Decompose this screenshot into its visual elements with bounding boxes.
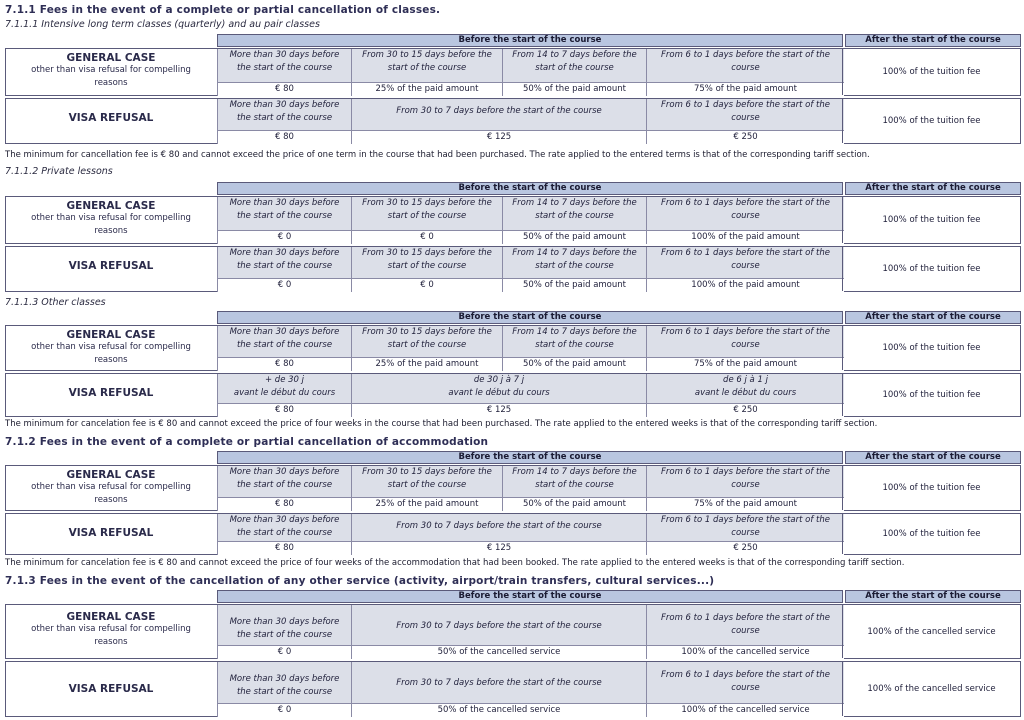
fee-value: 50% of the paid amount [503,230,646,244]
fee-value: € 0 [352,278,502,292]
after-fee: 100% of the cancelled service [842,605,1020,658]
general-sub: other than visa refusal for compelling [31,65,191,75]
fee-value: € 80 [218,541,351,555]
fee-value: 100% of the paid amount [647,278,844,292]
fee-value: € 0 [218,703,351,717]
after-fee: 100% of the tuition fee [842,197,1020,243]
period-cell: From 30 to 15 days before the start of the course € 0 [351,197,502,244]
period-cell: More than 30 days before the start of the course € 80 [217,514,351,555]
period-cell: From 6 to 1 days before the start of the course 75% of the paid amount [646,466,844,511]
row-visa-refusal [5,373,1021,417]
general-sub: other than visa refusal for compelling [31,342,191,352]
table-other-classes [5,311,1021,417]
fee-value: 25% of the paid amount [352,82,502,96]
fee-value: 100% of the paid amount [647,230,844,244]
fee-value: 50% of the paid amount [503,357,646,371]
fee-value: € 80 [218,497,351,511]
row-general-case [5,325,1021,371]
after-fee: 100% of the tuition fee [842,99,1020,143]
fee-value: € 250 [647,403,844,417]
general-case-label: GENERAL CASE [66,329,156,341]
fee-value: € 80 [218,357,351,371]
note-accommodation: The minimum for cancelation fee is € 80 and cannot exceed the price of four weeks of the accommodation that had been booked. The rate applied to the entered weeks is that of the corresponding tariff section. [5,558,905,568]
visa-refusal-label: VISA REFUSAL [68,387,154,399]
period-cell: From 6 to 1 days before the start of the course 100% of the paid amount [646,247,844,292]
general-sub: other than visa refusal for compelling [31,213,191,223]
fee-value: 75% of the paid amount [647,82,844,96]
fee-value: € 0 [352,230,502,244]
section-title-7-1-2: 7.1.2 Fees in the event of a complete or partial cancellation of accommodation [5,436,489,448]
header-after: After the start of the course [845,590,1021,603]
header-after: After the start of the course [845,34,1021,47]
general-sub2: reasons [94,226,128,236]
after-fee: 100% of the tuition fee [842,374,1020,416]
row-visa-refusal [5,246,1021,292]
general-sub2: reasons [94,78,128,88]
fee-value: € 80 [218,130,351,144]
note-term: The minimum for cancellation fee is € 80 and cannot exceed the price of one term in the course that had been purchased. The rate applied to the entered terms is that of the corresponding tariff section. [5,150,870,160]
general-case-label: GENERAL CASE [66,200,156,212]
period-cell: From 30 to 15 days before the start of the course 25% of the paid amount [351,49,502,96]
period-cell: From 6 to 1 days before the start of the course 75% of the paid amount [646,326,844,371]
period-cell: From 30 to 7 days before the start of the course € 125 [351,99,646,144]
period-cell: From 14 to 7 days before the start of the course 50% of the paid amount [502,326,646,371]
period-cell: de 6 j à 1 j avant le début du cours € 250 [646,374,844,417]
fee-value: 100% of the cancelled service [647,703,844,717]
period-cell: From 6 to 1 days before the start of the course € 250 [646,99,844,144]
header-after: After the start of the course [845,451,1021,464]
period-cell: More than 30 days before the start of the course € 0 [217,662,351,717]
after-fee: 100% of the tuition fee [842,247,1020,291]
header-after: After the start of the course [845,182,1021,195]
visa-refusal-label: VISA REFUSAL [68,683,154,695]
subsection-title-other: 7.1.1.3 Other classes [5,297,106,308]
subsection-title-private: 7.1.1.2 Private lessons [5,166,113,177]
fee-value: 50% of the paid amount [503,278,646,292]
period-cell: From 30 to 15 days before the start of the course 25% of the paid amount [351,326,502,371]
fee-value: € 0 [218,645,351,659]
general-case-label: GENERAL CASE [66,52,156,64]
period-cell: From 6 to 1 days before the start of the course 100% of the cancelled service [646,662,844,717]
row-general-case [5,196,1021,244]
fee-value: € 80 [218,82,351,96]
after-fee: 100% of the tuition fee [842,326,1020,370]
fee-value: € 250 [647,541,844,555]
fee-value: 50% of the paid amount [503,82,646,96]
fee-value: 50% of the cancelled service [352,703,646,717]
general-sub2: reasons [94,355,128,365]
subsection-title-intensive: 7.1.1.1 Intensive long term classes (quarterly) and au pair classes [5,19,320,30]
visa-refusal-label: VISA REFUSAL [68,260,154,272]
period-cell: More than 30 days before the start of the course € 0 [217,605,351,659]
period-cell: From 30 to 15 days before the start of the course 25% of the paid amount [351,466,502,511]
general-case-label: GENERAL CASE [66,611,156,623]
period-cell: More than 30 days before the start of the course € 80 [217,49,351,96]
visa-refusal-label: VISA REFUSAL [68,112,154,124]
header-before: Before the start of the course [217,182,843,195]
fee-value: 25% of the paid amount [352,357,502,371]
period-cell: From 14 to 7 days before the start of the course 50% of the paid amount [502,466,646,511]
fee-value: € 125 [352,541,646,555]
period-cell: From 14 to 7 days before the start of the course 50% of the paid amount [502,49,646,96]
fee-value: 75% of the paid amount [647,497,844,511]
period-cell: From 30 to 15 days before the start of the course € 0 [351,247,502,292]
section-title-7-1-3: 7.1.3 Fees in the event of the cancellation of any other service (activity, airport/train transfers, cultural services...) [5,575,715,587]
general-sub2: reasons [94,495,128,505]
fee-value: 50% of the cancelled service [352,645,646,659]
row-visa-refusal [5,661,1021,717]
header-after: After the start of the course [845,311,1021,324]
row-general-case [5,48,1021,96]
table-private [5,182,1021,294]
visa-refusal-label: VISA REFUSAL [68,527,154,539]
fee-value: € 250 [647,130,844,144]
period-cell: More than 30 days before the start of the course € 80 [217,99,351,144]
period-cell: From 14 to 7 days before the start of the course 50% of the paid amount [502,197,646,244]
fee-value: 100% of the cancelled service [647,645,844,659]
fee-value: € 0 [218,230,351,244]
fee-value: € 125 [352,130,646,144]
period-cell: de 30 j à 7 j avant le début du cours € 125 [351,374,646,417]
period-cell: From 6 to 1 days before the start of the course 100% of the cancelled service [646,605,844,659]
row-general-case [5,465,1021,511]
general-sub: other than visa refusal for compelling [31,482,191,492]
period-cell: More than 30 days before the start of the course € 0 [217,197,351,244]
fee-value: € 0 [218,278,351,292]
fee-value: € 80 [218,403,351,417]
period-cell: From 6 to 1 days before the start of the course 100% of the paid amount [646,197,844,244]
fee-value: € 125 [352,403,646,417]
period-cell: + de 30 j avant le début du cours € 80 [217,374,351,417]
section-title-7-1-1: 7.1.1 Fees in the event of a complete or partial cancellation of classes. [5,4,441,16]
period-cell: More than 30 days before the start of the course € 80 [217,466,351,511]
note-weeks: The minimum for cancelation fee is € 80 and cannot exceed the price of four weeks in the course that had been purchased. The rate applied to the entered weeks is that of the corresponding tariff section. [5,419,878,429]
header-before: Before the start of the course [217,451,843,464]
general-sub2: reasons [94,637,128,647]
general-case-label: GENERAL CASE [66,469,156,481]
after-fee: 100% of the tuition fee [842,514,1020,554]
header-before: Before the start of the course [217,590,843,603]
period-cell: From 14 to 7 days before the start of the course 50% of the paid amount [502,247,646,292]
row-visa-refusal [5,98,1021,144]
fee-value: 75% of the paid amount [647,357,844,371]
period-cell: From 6 to 1 days before the start of the course 75% of the paid amount [646,49,844,96]
after-fee: 100% of the tuition fee [842,466,1020,510]
header-before: Before the start of the course [217,311,843,324]
period-cell: More than 30 days before the start of the course € 80 [217,326,351,371]
row-general-case [5,604,1021,659]
period-cell: From 30 to 7 days before the start of the course € 125 [351,514,646,555]
period-cell: From 6 to 1 days before the start of the course € 250 [646,514,844,555]
general-sub: other than visa refusal for compelling [31,624,191,634]
table-accommodation [5,451,1021,555]
fee-value: 25% of the paid amount [352,497,502,511]
header-before: Before the start of the course [217,34,843,47]
row-visa-refusal [5,513,1021,555]
period-cell: From 30 to 7 days before the start of the course 50% of the cancelled service [351,605,646,659]
after-fee: 100% of the cancelled service [842,662,1020,716]
after-fee: 100% of the tuition fee [842,49,1020,95]
table-other-services [5,590,1021,718]
period-cell: More than 30 days before the start of the course € 0 [217,247,351,292]
period-cell: From 30 to 7 days before the start of the course 50% of the cancelled service [351,662,646,717]
table-intensive [5,34,1021,146]
fee-value: 50% of the paid amount [503,497,646,511]
